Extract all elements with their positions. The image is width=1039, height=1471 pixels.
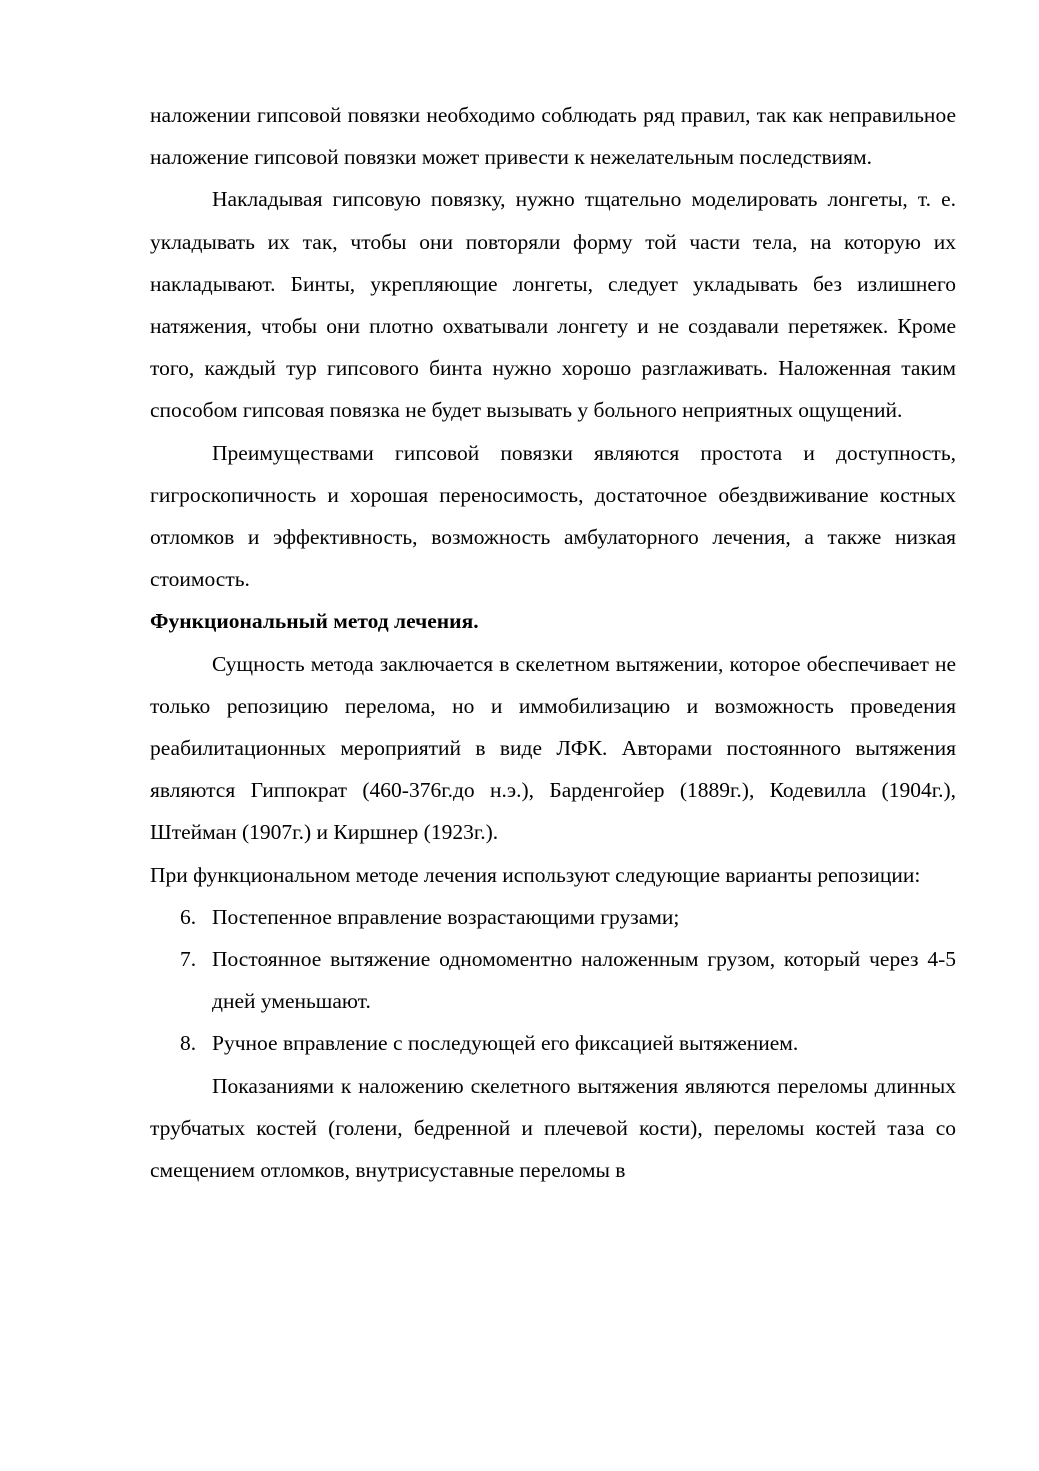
list-item-number: 8. bbox=[180, 1031, 197, 1056]
paragraph-method-essence: Сущность метода заключается в скелетном вытяжении, которое обеспечивает не только репозицию перелома, но и иммобилизацию и возможность проведения реабилитационных мероприятий в виде ЛФК. Авторами постоянного вытяжения являются Гиппократ (460-376г.до н.э.), Барденгойер (1889г.), Кодевилла (1904г.), Штейман (1907г.) и Киршнер (1923г.). bbox=[150, 651, 956, 845]
document-page bbox=[150, 94, 956, 1191]
paragraph-indications: Показаниями к наложению скелетного вытяжения являются переломы длинных трубчатых костей (голени, бедренной и плечевой кости), переломы костей таза со смещением отломков, внутрисуставные переломы в bbox=[150, 1073, 956, 1183]
list-item bbox=[150, 896, 956, 938]
paragraph-reposition-intro: При функциональном методе лечения используют следующие варианты репозиции: bbox=[150, 862, 921, 887]
list-item-text: Постепенное вправление возрастающими грузами; bbox=[212, 904, 680, 929]
list-item bbox=[150, 938, 956, 1022]
reposition-list bbox=[150, 896, 956, 1065]
paragraph-plaster-advantages: Преимуществами гипсовой повязки являются простота и доступность, гигроскопичность и хорошая переносимость, достаточное обездвиживание костных отломков и эффективность, возможность амбулаторного лечения, а также низкая стоимость. bbox=[150, 440, 956, 592]
list-item-number: 6. bbox=[180, 904, 197, 929]
paragraph-plaster-technique: Накладывая гипсовую повязку, нужно тщательно моделировать лонгеты, т. е. укладывать их так, чтобы они повторяли форму той части тела, на которую их накладывают. Бинты, укрепляющие лонгеты, следует укладывать без излишнего натяжения, чтобы они плотно охватывали лонгету и не создавали перетяжек. Кроме того, каждый тур гипсового бинта нужно хорошо разглаживать. Наложенная таким способом гипсовая повязка не будет вызывать у больного неприятных ощущений. bbox=[150, 187, 956, 423]
paragraph-continuation: наложении гипсовой повязки необходимо соблюдать ряд правил, так как неправильное наложение гипсовой повязки может привести к нежелательным последствиям. bbox=[150, 103, 956, 170]
list-item-text: Ручное вправление с последующей его фиксацией вытяжением. bbox=[212, 1031, 799, 1056]
list-item-number: 7. bbox=[180, 947, 197, 972]
list-item-text: Постоянное вытяжение одномоментно наложенным грузом, который через 4-5 дней уменьшают. bbox=[212, 947, 956, 1014]
list-item bbox=[150, 1022, 956, 1064]
section-heading: Функциональный метод лечения. bbox=[150, 609, 479, 634]
